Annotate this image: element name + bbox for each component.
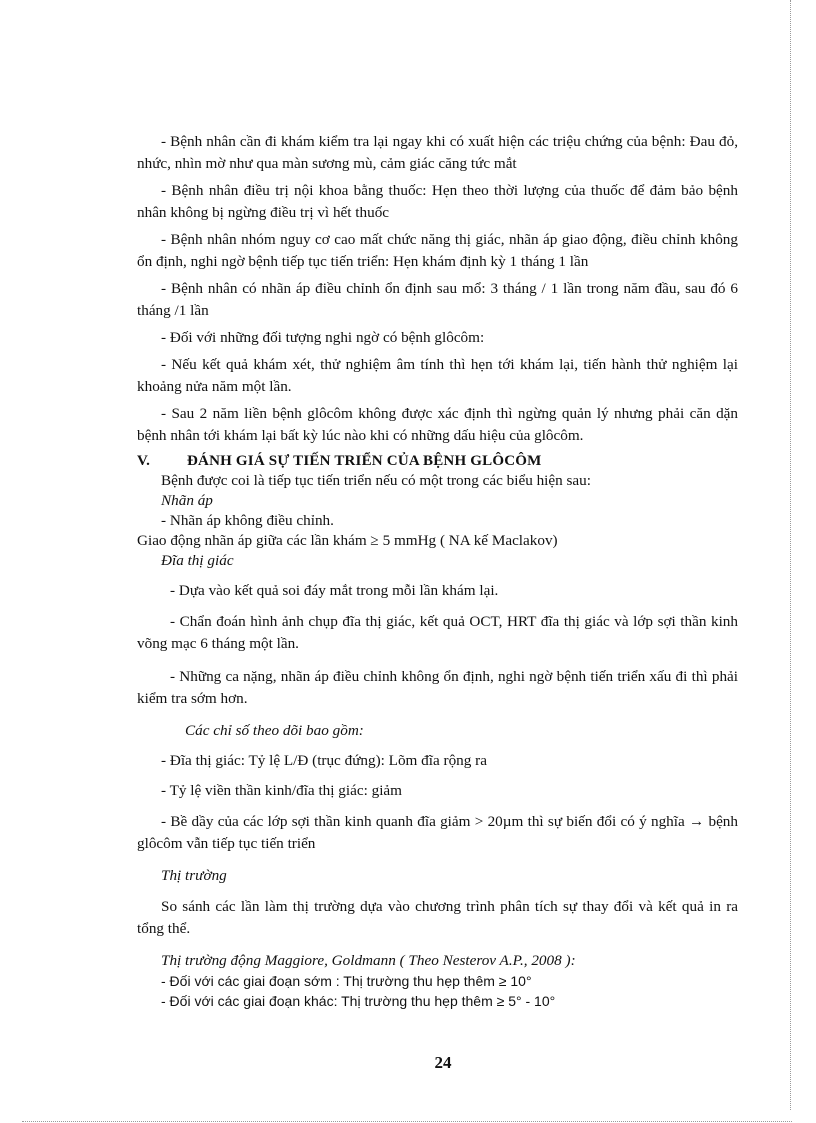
section-number: V. [137, 453, 151, 469]
thi-truong-dong-item-2: - Đối với các giai đoạn khác: Thị trường thu hẹp thêm ≥ 5° - 10° [161, 993, 556, 1009]
nhan-ap-item-2: Giao động nhãn áp giữa các lần khám ≥ 5 mmHg ( NA kế Maclakov) [137, 532, 558, 549]
subheading-nhan-ap: Nhãn áp [161, 492, 213, 509]
chi-so-item-2: - Tỷ lệ viền thần kinh/đĩa thị giác: giảm [161, 782, 402, 799]
paragraph-negative-test: - Nếu kết quả khám xét, thử nghiệm âm tính thì hẹn tới khám lại, tiến hành thử nghiệm lại khoảng nửa năm một lần. [137, 356, 738, 395]
margin-rule-right [790, 0, 791, 1110]
thi-truong-dong-item-1: - Đối với các giai đoạn sớm : Thị trường thu hẹp thêm ≥ 10° [161, 973, 532, 989]
section-intro: Bệnh được coi là tiếp tục tiến triển nếu có một trong các biểu hiện sau: [161, 472, 591, 489]
page-content [137, 131, 738, 1011]
section-heading [137, 451, 738, 471]
dia-thi-giac-item-2: - Chẩn đoán hình ảnh chụp đĩa thị giác, kết quả OCT, HRT đĩa thị giác và lớp sợi thần kinh võng mạc 6 tháng một lần. [137, 613, 738, 652]
paragraph-high-risk-group: - Bệnh nhân nhóm nguy cơ cao mất chức năng thị giác, nhãn áp giao động, điều chỉnh không ổn định, nghi ngờ bệnh tiếp tục tiến triển: Hẹn khám định kỳ 1 tháng 1 lần [137, 231, 738, 270]
paragraph-suspected-glaucoma: - Đối với những đối tượng nghi ngờ có bệnh glôcôm: [161, 329, 485, 346]
page-number: 24 [434, 1053, 452, 1072]
margin-rule-bottom [22, 1121, 792, 1122]
chi-so-item-1: - Đĩa thị giác: Tỷ lệ L/Đ (trục đứng): Lõm đĩa rộng ra [161, 752, 487, 769]
paragraph-stop-management: - Sau 2 năm liền bệnh glôcôm không được xác định thì ngừng quản lý nhưng phải căn dặn bệnh nhân tới khám lại bất kỳ lúc nào khi có những dấu hiệu của glôcôm. [137, 405, 738, 444]
dia-thi-giac-item-3: - Những ca nặng, nhãn áp điều chỉnh không ổn định, nghi ngờ bệnh tiến triển xấu đi thì phải kiểm tra sớm hơn. [137, 668, 738, 707]
subheading-thi-truong: Thị trường [161, 867, 227, 884]
section-title: ĐÁNH GIÁ SỰ TIẾN TRIỂN CỦA BỆNH GLÔCÔM [187, 453, 542, 469]
paragraph-follow-up-symptoms: - Bệnh nhân cần đi khám kiểm tra lại ngay khi có xuất hiện các triệu chứng của bệnh: Đau đỏ, nhức, nhìn mờ như qua màn sương mù, cảm giác căng tức mắt [137, 133, 738, 172]
paragraph-medical-treatment: - Bệnh nhân điều trị nội khoa bằng thuốc: Hẹn theo thời lượng của thuốc để đảm bảo bệnh nhân không bị ngừng điều trị vì hết thuốc [137, 182, 738, 221]
chi-so-item-3: - Bề dầy của các lớp sợi thần kinh quanh đĩa giảm > 20µm thì sự biến đổi có ý nghĩa → bệnh glôcôm vẫn tiếp tục tiến triển [137, 813, 738, 852]
paragraph-stable-after-surgery: - Bệnh nhân có nhãn áp điều chỉnh ổn định sau mổ: 3 tháng / 1 lần trong năm đầu, sau đó 6 tháng /1 lần [137, 280, 738, 319]
subheading-thi-truong-dong: Thị trường động Maggiore, Goldmann ( Theo Nesterov A.P., 2008 ): [161, 952, 576, 969]
thi-truong-text: So sánh các lần làm thị trường dựa vào chương trình phân tích sự thay đổi và kết quả in ra tổng thể. [137, 898, 738, 937]
subheading-chi-so: Các chỉ số theo dõi bao gồm: [185, 722, 364, 739]
nhan-ap-item-1: - Nhãn áp không điều chỉnh. [161, 512, 334, 529]
subheading-dia-thi-giac: Đĩa thị giác [161, 552, 234, 569]
dia-thi-giac-item-1: - Dựa vào kết quả soi đáy mắt trong mỗi lần khám lại. [170, 582, 499, 599]
